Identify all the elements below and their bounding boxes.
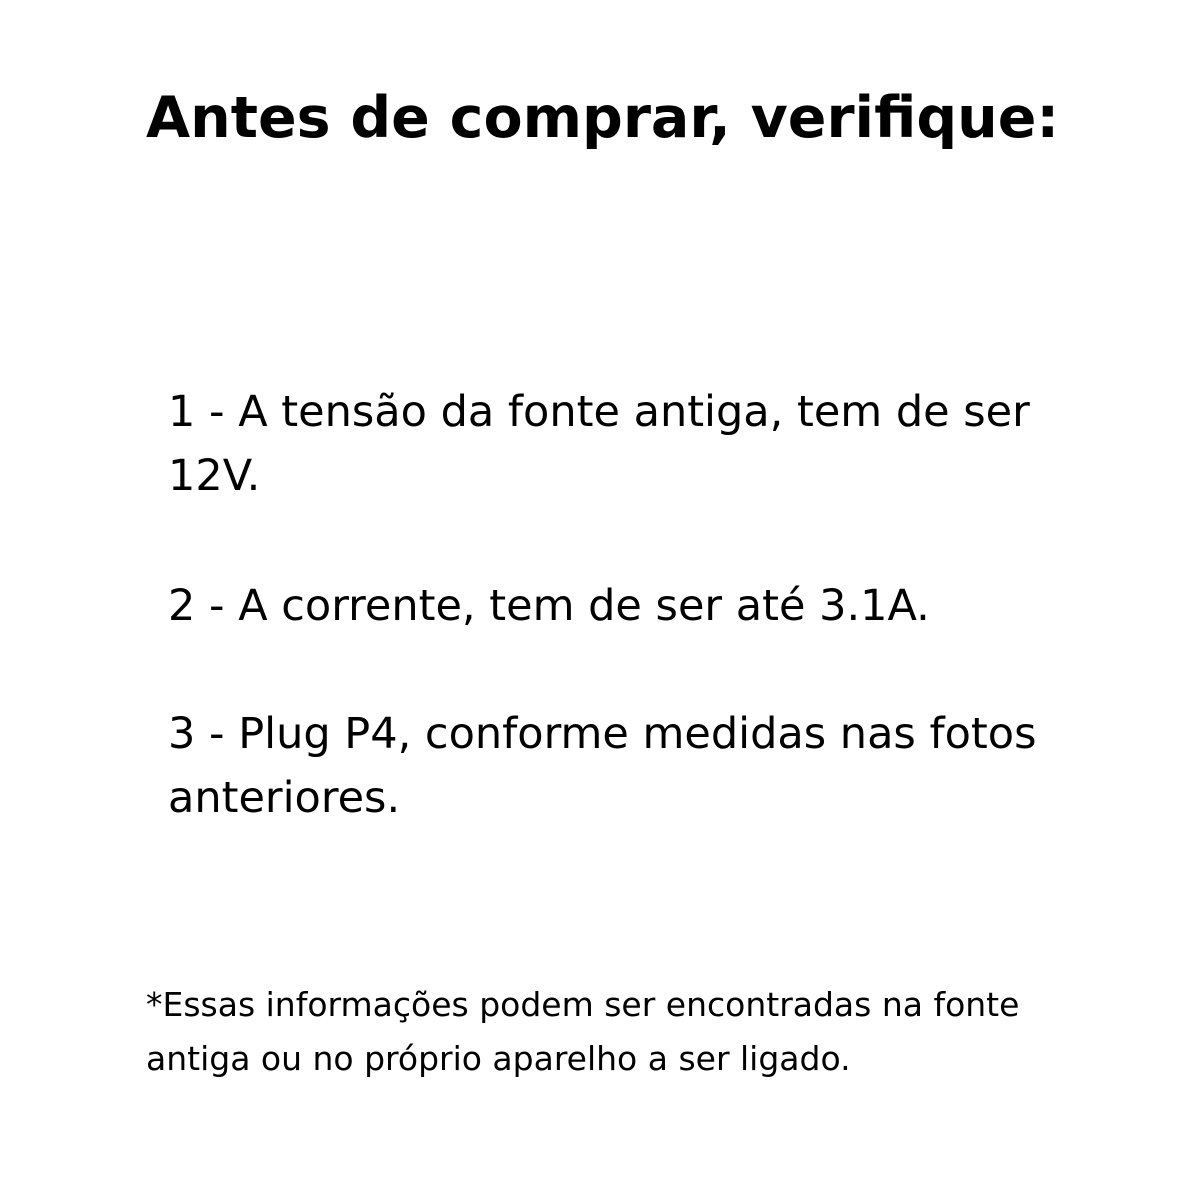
checklist-item-voltage: 1 - A tensão da fonte antiga, tem de ser 12V.	[168, 387, 1030, 501]
checklist-item-current: 2 - A corrente, tem de ser até 3.1A.	[168, 581, 930, 631]
footnote: *Essas informações podem ser encontradas na fonte antiga ou no próprio aparelho a ser ligado.	[146, 985, 1020, 1078]
page-title: Antes de comprar, verifique:	[146, 85, 1060, 151]
checklist-item-plug: 3 - Plug P4, conforme medidas nas fotos anteriores.	[168, 709, 1037, 823]
